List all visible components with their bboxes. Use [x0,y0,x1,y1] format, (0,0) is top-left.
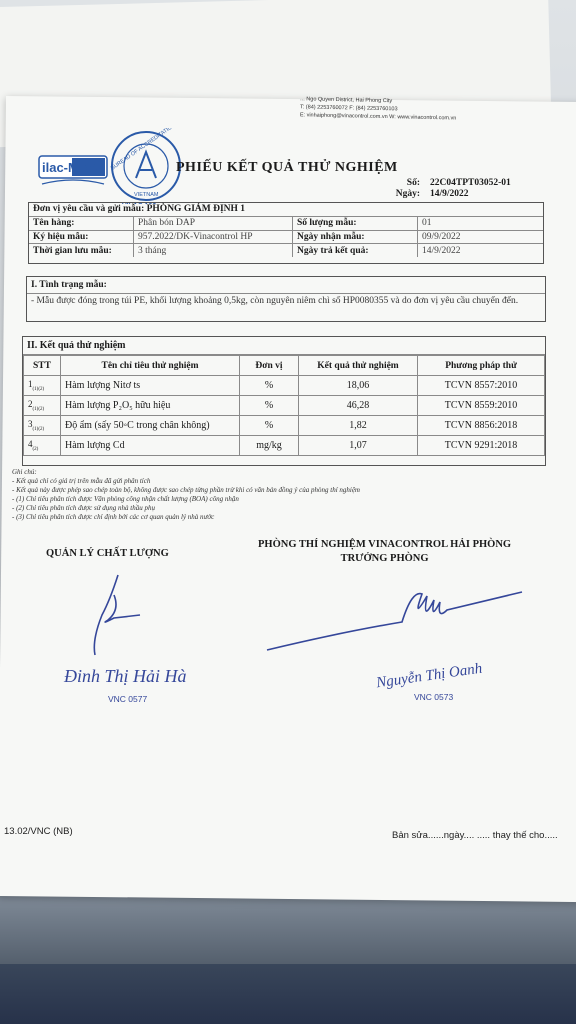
sample-condition-section [26,276,546,322]
vilas-seal [108,128,184,204]
note-line: - Kết quả này được phép sao chép toàn bộ, không được sao chép từng phần trừ khi có văn bản đồng ý của phòng thí nghiệm [12,486,360,494]
note-line: - (3) Chỉ tiêu phân tích được chỉ định bởi các cơ quan quản lý nhà nước [12,513,215,521]
table-row [24,396,545,416]
row-stt: $4_{(2)}$ [24,436,61,456]
left-signer-name: Đinh Thị Hải Hà [64,666,187,686]
row-result: 1,82 [299,416,418,436]
left-signer-code: VNC 0577 [108,694,148,704]
info-label: Ký hiệu mẫu: [33,231,89,242]
section-1-title: I. Tình trạng mẫu: [27,277,545,294]
contact-email: E: vinhaiphong@vinacontrol.com.vn W: www.vinacontrol.com.vn [299,112,457,122]
sample-info-table [28,202,544,264]
quality-manager-title: QUẢN LÝ CHẤT LƯỢNG [46,548,169,559]
row-stt: $2_{(1)(2)}$ [24,396,61,416]
info-value: 3 tháng [133,244,292,257]
row-method: TCVN 8559:2010 [418,396,545,416]
info-value: 09/9/2022 [417,231,543,244]
row-method: TCVN 9291:2018 [418,436,545,456]
row-unit: % [240,396,299,416]
row-unit: mg/kg [240,436,299,456]
note-line: - (1) Chỉ tiêu phân tích được Văn phòng công nhận chất lượng (BOA) công nhận [12,495,239,503]
row-method: TCVN 8856:2018 [418,416,545,436]
section-1-body: - Mẫu được đóng trong túi PE, khối lượng khoảng 0,5kg, còn nguyên niêm chì số HP0080355 và do đơn vị yêu cầu chuyển đến. [31,296,519,306]
col-stt: STT [24,356,61,376]
lab-head-title [258,538,511,566]
form-code: 13.02/VNC (NB) [4,826,73,837]
seal-bottom-text: VIETNAM [134,192,159,198]
table-row [24,376,545,396]
info-label: Số lượng mẫu: [292,217,417,230]
info-value: Phân bón DAP [133,217,292,230]
results-header-row [24,356,545,376]
col-method: Phương pháp thử [418,356,545,376]
info-value: 01 [417,217,543,230]
row-stt: $1_{(1)(2)}$ [24,376,61,396]
row-name: Hàm lượng Nitơ ts [61,376,240,396]
right-signer-code: VNC 0573 [414,692,454,702]
row-result: 1,07 [299,436,418,456]
notes-heading: Ghi chú: [12,468,37,476]
row-unit: % [240,376,299,396]
lab-role: TRƯỞNG PHÒNG [340,553,429,564]
contact-phone: T: (84) 2253760072 F: (84) 2253760103 [299,104,398,113]
info-row [29,243,543,257]
col-unit: Đơn vị [240,356,299,376]
row-method: TCVN 8557:2010 [418,376,545,396]
tabletop [0,964,576,1024]
table-row [24,416,545,436]
contact-address: ... Ngo Quyen District, Hai Phong City [300,96,393,105]
ngay-label: Ngày: [395,189,420,199]
info-row [29,230,543,244]
note-line: - Kết quả chỉ có giá trị trên mẫu đã gửi phân tích [12,477,151,485]
row-name: Hàm lượng Cd [61,436,240,456]
note-line: - (2) Chỉ tiêu phân tích được sử dụng nhà thầu phụ [12,504,155,512]
section-2-title: II. Kết quả thử nghiệm [23,337,545,355]
row-name: Độ ẩm (sấy 50◦C trong chân không) [61,416,240,436]
row-name: Hàm lượng P₂O₅ hữu hiệu [61,396,240,416]
info-label: Tên hàng: [33,218,75,229]
col-result: Kết quả thử nghiệm [299,356,418,376]
row-unit: % [240,416,299,436]
left-signature-icon [80,570,150,660]
right-signer-name: Nguyễn Thị Oanh [375,660,484,692]
table-row [24,436,545,456]
notes-block [12,468,360,522]
document-title: PHIẾU KẾT QUẢ THỬ NGHIỆM [176,160,398,175]
row-stt: $3_{(1)(2)}$ [24,416,61,436]
info-label: Thời gian lưu mẫu: [33,245,112,256]
lab-name: PHÒNG THÍ NGHIỆM VINACONTROL HẢI PHÒNG [258,539,512,550]
test-results-section [22,336,546,466]
info-value: 14/9/2022 [417,244,543,257]
results-table [23,355,545,456]
ilac-mra-logo [38,150,108,190]
info-value: 957.2022/DK-Vinacontrol HP [133,231,292,244]
info-row [29,216,543,230]
seal-top-text: BUREAU OF ACCREDITATION [109,128,177,172]
row-result: 46,28 [299,396,418,416]
row-result: 18,06 [299,376,418,396]
ngay-value: 14/9/2022 [430,189,469,199]
requester-line: Đơn vị yêu cầu và gửi mẫu: PHÒNG GIÁM ĐỊNH 1 [33,204,246,215]
info-label: Ngày trả kết quả: [292,244,417,257]
right-signature-icon [262,582,532,662]
revision-line: Bản sửa......ngày.... ..... thay thế cho..... [392,830,558,841]
logo-text: ilac-MRA [42,160,98,175]
document-meta [388,178,511,200]
col-name: Tên chỉ tiêu thử nghiệm [61,356,240,376]
so-value: 22C04TPT03052-01 [430,178,511,188]
so-label: Số: [406,178,420,188]
info-label: Ngày nhận mẫu: [292,231,417,244]
